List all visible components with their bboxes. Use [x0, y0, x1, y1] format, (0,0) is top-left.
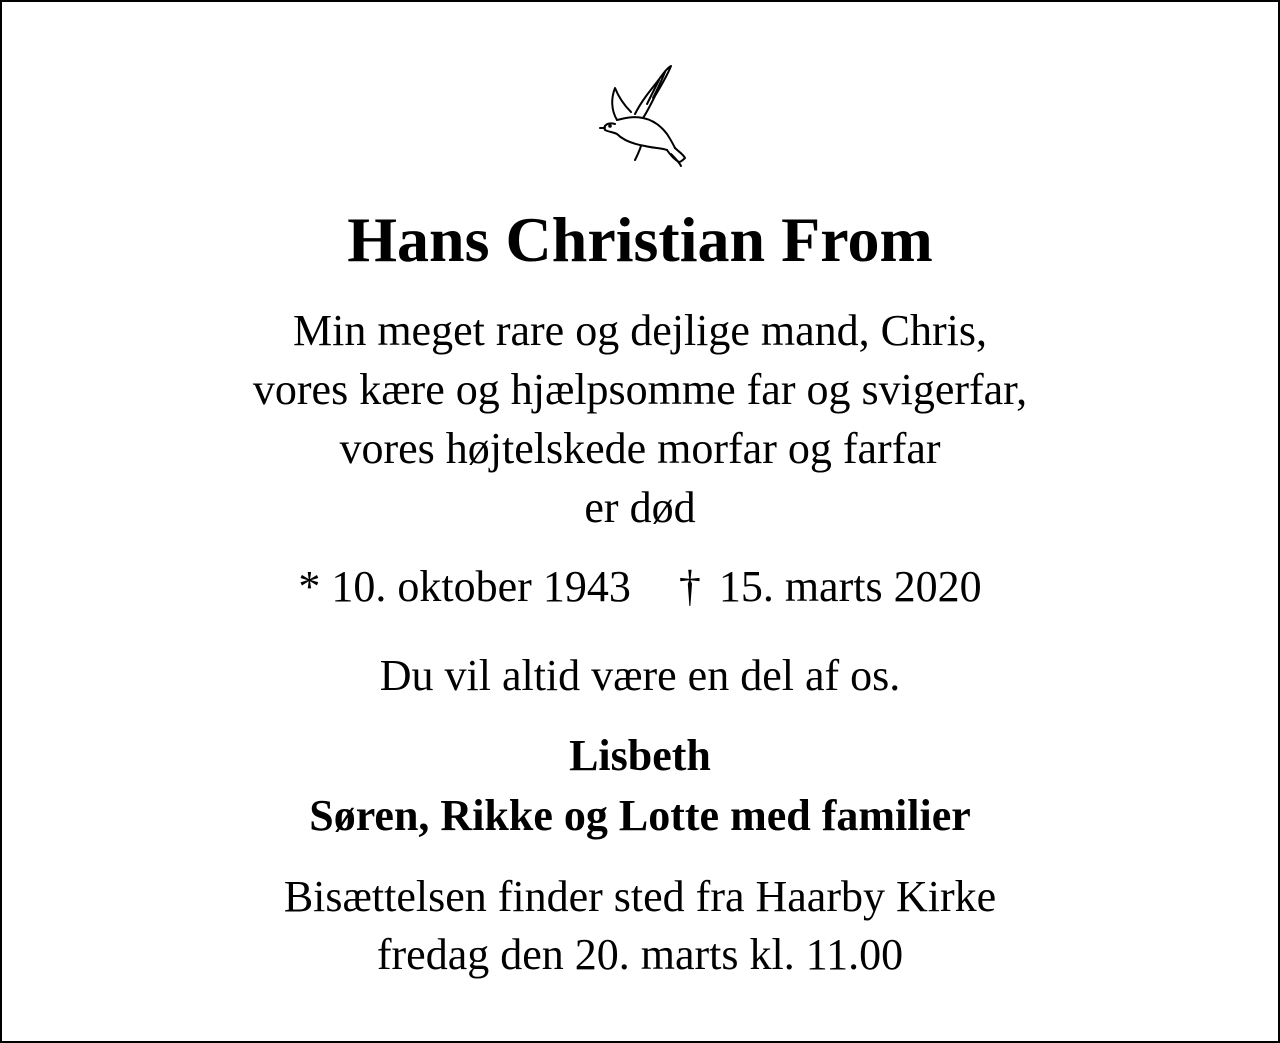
intro-line: vores kære og hjælpsomme far og svigerfar, [252, 365, 1028, 414]
birth-date: 10. oktober 1943 [331, 562, 631, 611]
service-line: Bisættelsen finder sted fra Haarby Kirke [283, 872, 997, 921]
mourner-line: Lisbeth [569, 731, 711, 780]
service-line: fredag den 20. marts kl. 11.00 [376, 930, 904, 979]
dove-icon [597, 62, 687, 170]
death-date: 15. marts 2020 [718, 562, 982, 611]
tagline: Du vil altid være en del af os. [379, 651, 901, 700]
funeral-service-info [0, 868, 1280, 984]
birth-symbol: * [298, 562, 321, 611]
intro-line: vores højtelskede morfar og farfar [339, 424, 941, 473]
mourner-line: Søren, Rikke og Lotte med familier [309, 791, 971, 840]
life-dates [0, 557, 1280, 617]
deceased-name: Hans Christian From [347, 204, 933, 275]
death-symbol: † [678, 562, 701, 611]
intro-text [0, 301, 1280, 537]
intro-line: Min meget rare og dejlige mand, Chris, [292, 306, 988, 355]
intro-line: er død [584, 483, 696, 532]
mourners [0, 726, 1280, 846]
